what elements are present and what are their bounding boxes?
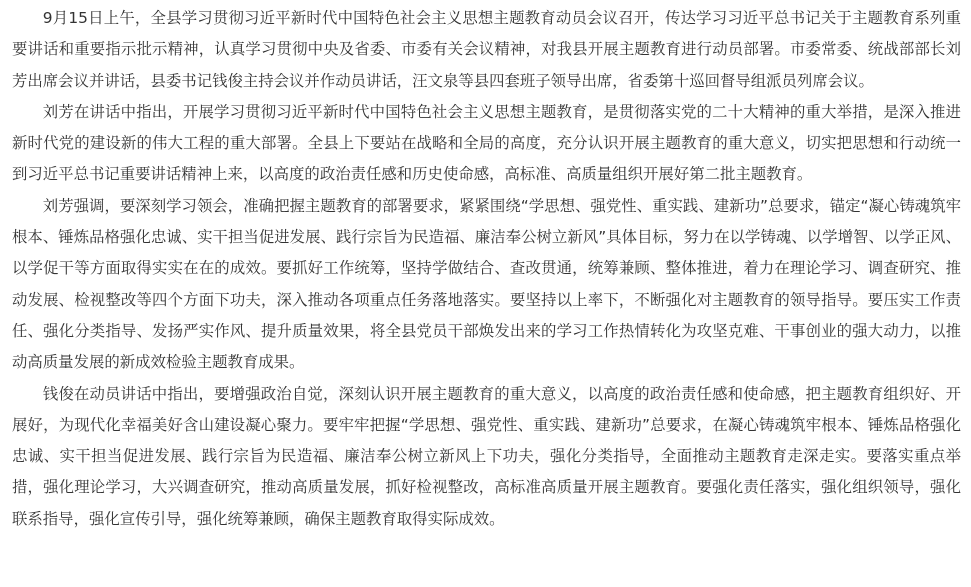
paragraph-qian-jun-speech: 钱俊在动员讲话中指出，要增强政治自觉，深刻认识开展主题教育的重大意义，以高度的政治责任感和使命感，把主题教育组织好、开展好，为现代化幸福美好含山建设凝心聚力。要牢牢把握“学思想、强党性、重实践、建新功”总要求，在凝心铸魂筑牢根本、锤炼品格强化忠诚、实干担当促进发展、践行宗旨为民造福、廉洁奉公树立新风上下功夫，强化分类指导，全面推动主题教育走深走实。要落实重点举措，强化理论学习，大兴调查研究，推动高质量发展，抓好检视整改，高标准高质量开展主题教育。要强化责任落实，强化组织领导，强化联系指导，强化宣传引导，强化统筹兼顾，确保主题教育取得实际成效。 [12,384,961,528]
paragraph-liu-fang-speech: 刘芳在讲话中指出，开展学习贯彻习近平新时代中国特色社会主义思想主题教育，是贯彻落实党的二十大精神的重大举措，是深入推进新时代党的建设新的伟大工程的重大部署。全县上下要站在战略和全局的高度，充分认识开展主题教育的重大意义，切实把思想和行动统一到习近平总书记重要讲话精神上来，以高度的政治责任感和历史使命感，高标准、高质量组织开展好第二批主题教育。 [12,102,961,184]
paragraph-liu-fang-emphasis: 刘芳强调，要深刻学习领会，准确把握主题教育的部署要求，紧紧围绕“学思想、强党性、重实践、建新功”总要求，锚定“凝心铸魂筑牢根本、锤炼品格强化忠诚、实干担当促进发展、践行宗旨为民造福、廉洁奉公树立新风”具体目标，努力在以学铸魂、以学增智、以学正风、以学促干等方面取得实实在在的成效。要抓好工作统筹，坚持学做结合、查改贯通，统筹兼顾、整体推进，着力在理论学习、调查研究、推动发展、检视整改等四个方面下功夫，深入推动各项重点任务落地落实。要坚持以上率下，不断强化对主题教育的领导指导。要压实工作责任、强化分类指导、发扬严实作风、提升质量效果，将全县党员干部焕发出来的学习工作热情转化为攻坚克难、干事创业的强大动力，以推动高质量发展的新成效检验主题教育成果。 [12,196,961,372]
paragraph-meeting-summary: 9月15日上午，全县学习贯彻习近平新时代中国特色社会主义思想主题教育动员会议召开，传达学习习近平总书记关于主题教育系列重要讲话和重要指示批示精神，认真学习贯彻中央及省委、市委有关会议精神，对我县开展主题教育进行动员部署。市委常委、统战部部长刘芳出席会议并讲话，县委书记钱俊主持会议并作动员讲话，汪文泉等县四套班子领导出席，省委第十巡回督导组派员列席会议。 [12,9,961,90]
